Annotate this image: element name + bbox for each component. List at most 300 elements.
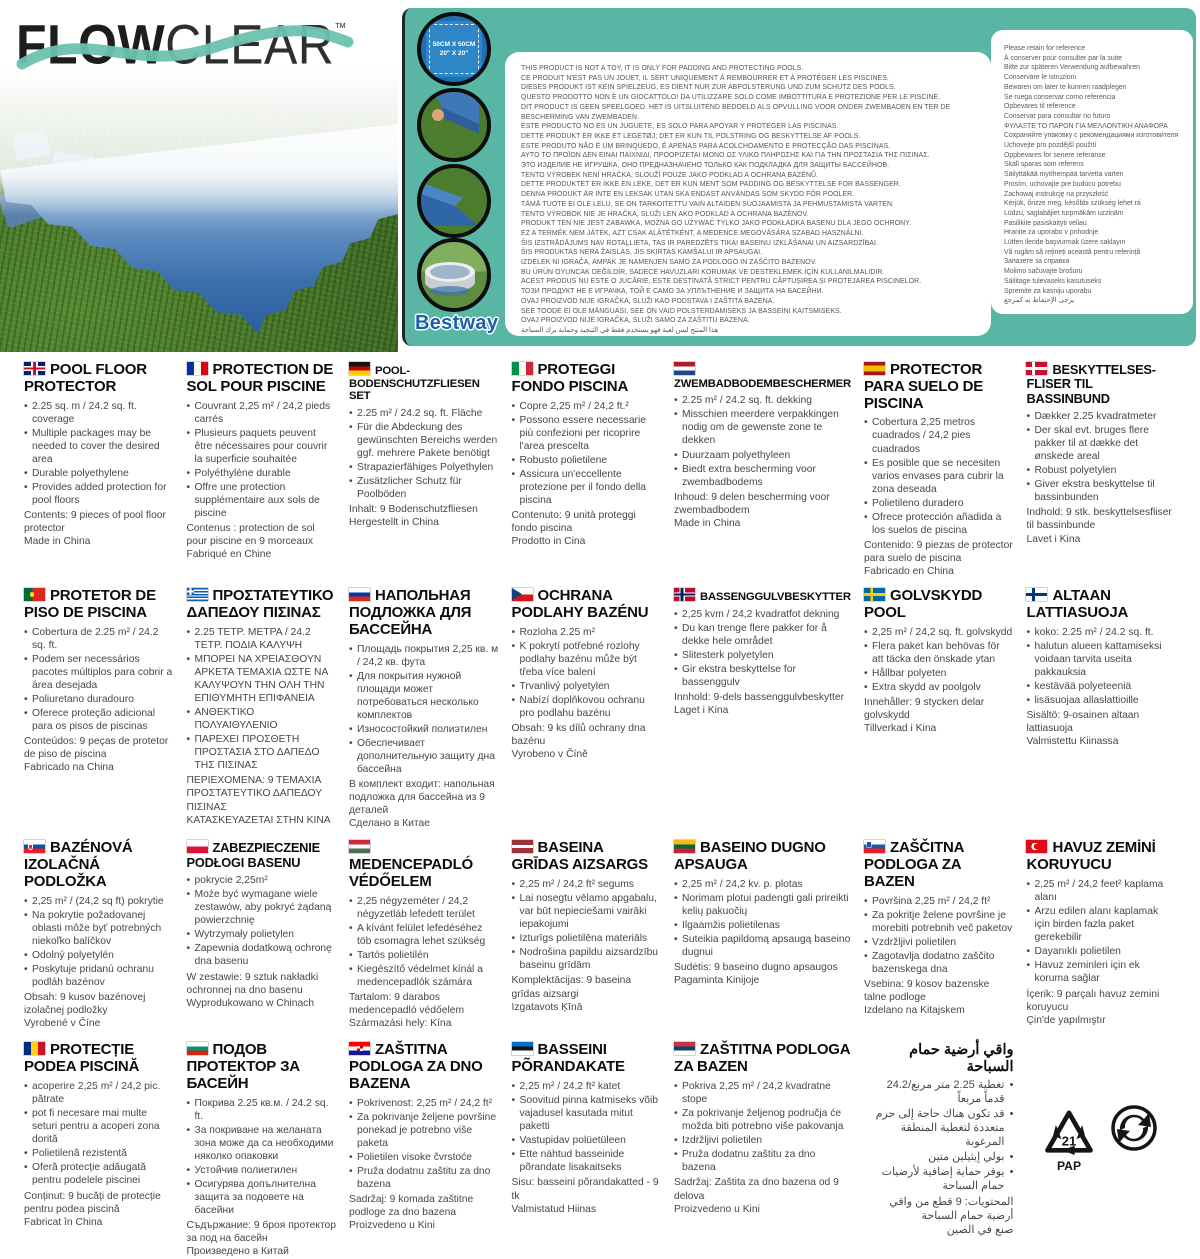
feature-list [674,394,851,488]
product-title [512,840,662,874]
contents-line: Contents: 9 pieces of pool floor protector [24,510,166,535]
retain-line: Bewaren om later te kunnen raadplegen [1004,83,1127,91]
recycling-code-icon [1040,1104,1098,1176]
feature-bullet: • Lai nosegtu vēlamo apgabalu, var būt nepieciešami vairāki iepakojumi [512,892,662,931]
feature-bullet: • Durable polyethylene [24,467,174,480]
contents-line: المحتويات: 9 قطع من واقي أرضية حمام السباحة [889,1195,1014,1222]
retain-line: Prosím, uchovajte pre budúcu potrebu [1004,180,1121,188]
flag-cz-icon [512,588,533,601]
product-title-text: HAVUZ ZEMİNİ KORUYUCU [1026,839,1156,874]
flag-nl-icon [674,362,695,375]
feature-bullet: • Ofrece protección añadida a los suelos de piscina [864,511,1014,537]
contents-line: Sisu: basseini põrandakatted - 9 tk [511,1177,659,1202]
language-block [187,840,337,1032]
warning-line: THIS PRODUCT IS NOT A TOY, IT IS ONLY FOR PADDING AND PROTECTING POOLS. [521,65,804,72]
feature-bullet: • Multiple packages may be needed to cover the desired area [24,427,174,466]
origin-line: Származási hely: Kína [349,1018,452,1030]
flag-gb-icon [24,362,45,375]
feature-bullet: • Kiegészítő védelmet kínál a medencepadlók számára [349,963,499,989]
contents-line: Tartalom: 9 darabos medencepadló védőelem [349,992,465,1017]
retain-line: Molimo sačuvajte brošuru [1004,268,1083,276]
warning-line: DENNA PRODUKT ÄR INTE EN LEKSAK UTAN SKA ENDAST ANVÄNDAS SOM SKYDD FÖR POOLER. [521,191,855,199]
bestway-logo: Bestway [415,312,499,334]
feature-bullet: • Площадь покрытия 2,25 кв. м / 24,2 кв. фута [349,643,499,669]
product-title-text: ΠΡΟΣΤΑΤΕΥΤΙΚΟ ΔΑΠΕΔΟΥ ΠΙΣΙΝΑΣ [186,587,334,621]
feature-bullet: • Polietilen visoke čvrstoće [349,1151,499,1164]
product-title-text: OCHRANA PODLAHY BAZÉNU [511,587,649,621]
feature-bullet: • Rozloha 2.25 m² [512,626,662,639]
language-block [512,588,662,830]
origin-line: Fabricado na China [24,762,114,774]
origin-line: صنع في الصين [946,1223,1014,1236]
warning-line: OVAJ PROIZVOD NIJE IGRAČKA, SLUŽI SAMO ZA ZAŠTITU BAZENA. [521,317,750,325]
contents-line: Indhold: 9 stk. beskyttelsesfliser til bassinbunde [1026,507,1172,532]
retain-lines [1004,44,1185,306]
retain-line: Se ruega conservar como referencia [1004,93,1116,101]
language-block [864,840,1014,1032]
feature-bullet: • Biedt extra bescherming voor zwembadbodems [674,463,851,489]
language-block [864,362,1014,578]
language-block [24,1042,174,1258]
flag-si-icon [864,840,885,853]
feature-list [24,626,174,734]
feature-list [864,1079,1014,1194]
feature-bullet: • Du kan trenge flere pakker for å dekke hele området [674,622,851,648]
retain-line: Säilitage tulevaseks kasutuseks [1004,277,1102,285]
language-block [24,840,174,1032]
contents-line: Conteúdos: 9 peças de protetor de piso de piscina [24,736,169,761]
product-title [1026,840,1176,874]
origin-line: Pagaminta Kinijoje [674,975,760,987]
feature-bullet: • Może być wymagane wiele zestawów, aby pokryć żądaną powierzchnię [187,888,337,927]
contents-line: Inhoud: 9 delen bescherming voor zwembadbodem [674,491,830,516]
product-title-text: BESKYTTELSES-FLISER TIL BASSINBUND [1026,362,1156,406]
origin-line: Valmistatud Hiinas [511,1203,597,1215]
flag-rs-icon [674,1042,695,1055]
feature-bullet: • ΜΠΟΡΕΙ ΝΑ ΧΡΕΙΑΣΘΟΥΝ ΑΡΚΕΤΑ ΤΕΜΑΧΙΑ ΩΣΤΕ ΝΑ ΚΑΛΥΨΟΥΝ ΤΗΝ ΟΛΗ ΤΗΝ ΕΠΙΘΥΜΗΤΗ ΕΠΙΦΑΝΕΙΑ [187,653,337,705]
retain-line: Запазете за справка [1004,258,1070,266]
contents-line: Inhalt: 9 Bodenschutzfliesen [349,504,478,516]
origin-line: Hergestellt in China [349,517,439,529]
feature-bullet: • Misschien meerdere verpakkingen nodig om de gewenste zone te dekken [674,408,851,447]
feature-list [349,407,499,501]
feature-list [674,1080,851,1174]
language-block [349,1042,499,1258]
feature-bullet: • Polietileno duradero [864,497,1014,510]
feature-bullet: • ΠΑΡΕΧΕΙ ΠΡΟΣΘΕΤΗ ΠΡΟΣΤΑΣΙΑ ΣΤΟ ΔΑΠΕΔΟ ΤΗΣ ΠΙΣΙΝΑΣ [187,733,337,772]
feature-bullet: • Odolný polyetylén [24,949,174,962]
language-block [1026,588,1176,830]
flag-fr-icon [187,362,208,375]
product-title-text: PROTETOR DE PISO DE PISCINA [24,587,156,621]
recycling-marks [1026,1042,1176,1258]
origin-line: Произведено в Китай [186,1246,289,1258]
feature-bullet: • 2,25 négyzeméter / 24,2 négyzetláb lefedett terület [349,895,499,921]
origin-line: Vyrobené v Číne [24,1018,101,1030]
feature-bullet: • Arzu edilen alanı kaplamak için birden fazla paket gerekebilir [1026,905,1176,944]
photo-pool [417,238,491,312]
feature-list [187,626,337,773]
feature-list [674,608,851,689]
feature-bullet: • Robust polyetylen [1026,464,1176,477]
feature-bullet: • Pokriva 2,25 m² / 24,2 kvadratne stope [674,1080,851,1106]
feature-bullet: • Norimam plotui padengti gali prireikti kelių pakuočių [674,892,851,918]
feature-bullet: • بولي إيثيلين متين [864,1151,1014,1165]
warning-line: CE PRODUIT N'EST PAS UN JOUET, IL SERT UNIQUEMENT À REMBOURRER ET À PROTÉGER LES PISCINES. [521,74,889,82]
warning-line: DETTE PRODUKT ER IKKE ET LEGETØJ; DET ER KUN TIL POLSTRING OG BESKYTTELSE AF POOLS. [521,132,861,140]
retain-line: ΦΥΛΑΞΤΕ ΤΟ ΠΑΡΟΝ ΓΙΑ ΜΕΛΛΟΝΤΙΚΗ ΑΝΑΦΟΡΑ [1004,122,1168,130]
flag-bg-icon [187,1042,208,1055]
warning-line: ESTE PRODUTO NÃO É UM BRINQUEDO, É APENAS PARA ACOLCHOAMENTO E PROTECÇÃO DAS PISCINAS. [521,142,891,150]
feature-bullet: • Flera paket kan behövas för att täcka den önskade ytan [864,640,1014,666]
product-title [512,362,662,396]
origin-line: Fabriqué en Chine [186,549,272,561]
language-grid [24,362,1176,1259]
origin-line: Tillverkad i Kina [863,723,937,735]
feature-bullet: • Copre 2,25 m² / 24,2 ft.² [512,400,662,413]
product-title-text: POOL FLOOR PROTECTOR [24,361,147,395]
feature-bullet: • koko: 2.25 m² / 24.2 sq. ft. [1026,626,1176,639]
flag-dk-icon [1026,362,1047,375]
warning-line: PRODUKT TEN NIE JEST ZABAWKA, MOŻNA GO UŻYWAĆ TYLKO JAKO PODKŁADKA BASENU DLA JEGO OCHRONY. [521,220,912,228]
feature-bullet: • 2.25 m² / 24.2 sq. ft. Fläche [349,407,499,420]
contents-line: Vsebina: 9 kosov bazenske talne podloge [863,979,990,1004]
origin-line: ΚΑΤΑΣΚΕΥΑΖΕΤΑΙ ΣΤΗΝ ΚΙΝΑ [186,814,331,826]
flag-it-icon [512,362,533,375]
product-title-text: واقي أرضية حمام السباحة [909,1042,1014,1075]
feature-bullet: • Polietilenă rezistentă [24,1147,174,1160]
product-title-text: PROTEGGI FONDO PISCINA [511,361,629,395]
contents-line: Съдържание: 9 броя протектор за под на басейн [186,1220,336,1245]
product-title [349,1042,499,1092]
origin-line: Fabricat în China [24,1216,103,1228]
product-title [864,840,1014,890]
retain-line: Pasilikite pasiskaityti vėliau [1004,219,1087,227]
contents-line: ΠΕΡΙΕΧΟΜΕΝΑ: 9 ΤΕΜΑΧΙΑ ΠΡΟΣΤΑΤΕΥΤΙΚΟ ΔΑΠΕΔΟΥ ΠΙΣΙΝΑΣ [186,775,322,813]
language-block [187,362,337,578]
feature-bullet: • Der skal evt. bruges flere pakker til at dække det ønskede areal [1026,424,1176,463]
origin-line: Proizvedeno u Kini [674,1203,760,1215]
feature-bullet: • Ette nähtud basseinide põrandate lisakaitseks [512,1148,662,1174]
product-title-text: BASEINO DUGNO APSAUGA [674,839,826,874]
retain-line: Skall sparas som referens [1004,161,1084,169]
origin-line: Izgatavots Ķīnā [511,1001,583,1013]
feature-list [187,874,337,968]
feature-bullet: • 2,25 kvm / 24,2 kvadratfot dekning [674,608,851,621]
feature-list [1026,878,1176,986]
retain-line: Opbevares til reference [1004,103,1076,111]
warning-line: QUESTO PRODOTTO NON È UN GIOCATTOLO! DA UTILIZZARE SOLO COME IMBOTTITURA E PROTEZIONE PER LE PISCINE. [521,94,941,102]
feature-bullet: • Wytrzymały polietylen [187,928,337,941]
product-title-text: ZWEMBADBODEMBESCHERMER [674,377,851,390]
feature-list [864,626,1014,694]
product-title [864,588,1014,622]
warning-line: ТОЗИ ПРОДУКТ НЕ Е ИГРАЧКА, ТОЙ Е САМО ЗА УПЛЪТНЕНИЕ И ЗАЩИТА НА БАСЕЙНИ. [521,288,824,296]
origin-line: Vyrobeno v Číně [511,749,588,761]
feature-list [1026,626,1176,707]
retain-line: Zachowaj instrukcję na przyszłość [1004,190,1109,198]
feature-bullet: • Za pokritje želene površine je morebiti potrebnih več paketov [864,909,1014,935]
package-header [0,0,1200,356]
language-block [1026,362,1176,578]
feature-bullet: • Poskytuje pridanú ochranu podláh bazénov [24,963,174,989]
product-title [24,1042,174,1076]
product-title-text: MEDENCEPADLÓ VÉDŐELEM [349,856,473,890]
feature-bullet: • Couvrant 2,25 m² / 24,2 pieds carrés [187,400,337,426]
feature-bullet: • Polyéthylène durable [187,467,337,480]
retain-line: Lūdzu, saglabājiet turpmākām uzziņām [1004,209,1124,217]
origin-line: Laget i Kina [674,705,729,717]
tile-size-imperial: 20" X 20" [439,50,469,57]
product-title-text: ZABEZPIECZENIE PODŁOGI BASENU [186,840,320,870]
product-title [864,1042,1014,1074]
product-title-text: BASSEINI PÕRANDAKATE [511,1041,625,1076]
photo-laying-mat [417,88,491,162]
warning-line: هذا المنتج ليس لعبة فهو يستخدم فقط في التنجيد وحماية برك السباحة [521,326,719,334]
feature-list [512,878,662,972]
green-dot-icon [1110,1104,1158,1152]
flowclear-logo [16,12,396,76]
product-title [1026,362,1176,406]
product-title [24,840,174,890]
feature-bullet: • За покриване на желаната зона може да са необходими няколко опаковки [187,1124,337,1163]
feature-bullet: • 2,25 m² / 24,2 ft² segums [512,878,662,891]
feature-list [512,400,662,508]
feature-list [512,626,662,720]
warning-lines [521,64,981,336]
contents-line: Sisältö: 9-osainen altaan lattiasuoja [1026,710,1140,735]
feature-bullet: • ΑΝΘΕΚΤΙΚΟ ΠΟΛΥΑΙΘΥΛΕΝΙΟ [187,706,337,732]
feature-bullet: • 2,25 m² / (24,2 sq ft) pokrytie [24,895,174,908]
feature-bullet: • Na pokrytie požadovanej oblasti môže byť potrebných niekoľko balíčkov [24,909,174,948]
language-block [512,362,662,578]
feature-bullet: • Vzdržljivi polietilen [864,936,1014,949]
feature-bullet: • Havuz zeminleri için ek koruma sağlar [1026,959,1176,985]
flag-lv-icon [512,840,533,853]
contents-line: Contenuto: 9 unità proteggi fondo piscina [511,510,636,535]
feature-bullet: • Gir ekstra beskyttelse for bassenggulv [674,663,851,689]
contents-line: Obsah: 9 kusov bazénovej izolačnej podložky [24,992,146,1017]
feature-list [24,895,174,989]
feature-bullet: • Vastupidav polüetüleen [512,1134,662,1147]
flag-ee-icon [512,1042,533,1055]
feature-bullet: • Extra skydd av poolgolv [864,681,1014,694]
feature-bullet: • Cobertura 2,25 metros cuadrados / 24,2 pies cuadrados [864,416,1014,455]
contents-line: W zestawie: 9 sztuk nakładki ochronnej na dno basenu [186,971,319,996]
feature-bullet: • 2.25 m² / 24.2 sq. ft. dekking [674,394,851,407]
product-title [187,840,337,870]
warning-line: EZ A TERMÉK NEM JÁTÉK, AZT CSAK ALÁTÉTKÉNT, A MEDENCE MEGÓVÁSÁRA SZABAD HASZNÁLNI. [521,229,864,237]
feature-bullet: • acoperire 2,25 m² / 24,2 pic. pătrate [24,1080,174,1106]
language-block [674,362,851,578]
product-title [24,588,174,622]
flag-hu-icon [349,840,370,853]
photo-mat-corner [417,164,491,238]
feature-bullet: • Za pokrivanje željenog područja će možda biti potrebno više pakovanja [674,1107,851,1133]
feature-list [512,1080,662,1174]
trademark-symbol: ™ [334,19,347,36]
feature-list [349,895,499,989]
feature-bullet: • Für die Abdeckung des gewünschten Bereichs werden ggf. mehrere Pakete benötigt [349,421,499,460]
retain-line: Conservar para consultar no futuro [1004,112,1111,120]
contents-line: Contenido: 9 piezas de protector para suelo de piscina [863,539,1013,565]
feature-bullet: • lisäsuojaa allaslattioille [1026,694,1176,707]
feature-bullet: • 2,25 m² / 24,2 ft² katet [512,1080,662,1093]
product-title-text: BASEINA GRĪDAS AIZSARGS [511,839,648,874]
warning-line: TENTO VÝROBEK NENÍ HRAČKA, SLOUŽÍ POUZE JAKO PODKLAD A OCHRANA BAZÉNŮ. [521,171,819,179]
origin-line: Proizvedeno u Kini [349,1220,435,1232]
feature-bullet: • 2.25 sq. m / 24.2 sq. ft. coverage [24,400,174,426]
origin-line: Prodotto in Cina [511,536,586,548]
feature-bullet: • Giver ekstra beskyttelse til bassinbunden [1026,478,1176,504]
feature-bullet: • Offre une protection supplémentaire aux sols de piscine [187,481,337,520]
retain-line: Hranite za uporabo v prihodnje [1004,229,1099,237]
origin-line: Made in China [674,517,741,529]
language-block [674,1042,851,1258]
feature-bullet: • Poliuretano duradouro [24,693,174,706]
feature-bullet: • Покрива 2.25 кв.м. / 24.2 sq. ft. [187,1097,337,1123]
warning-line: DIT PRODUCT IS GEEN SPEELGOED. HET IS UITSLUITEND BEDOELD ALS OPVULLING VOOR ONDER ZWEMBADEN EN TER DE BESCHERMING VAN ZWEMBADEN. [521,103,951,121]
contents-line: Sudėtis: 9 baseino dugno apsaugos [674,962,838,974]
retain-line: Bitte zur späteren Verwendung aufbewahren [1004,64,1140,72]
feature-bullet: • Izturīgs polietilēna materiāls [512,932,662,945]
contents-line: Komplektācijas: 9 baseina grīdas aizsargi [511,975,632,1000]
feature-bullet: • Plusieurs paquets peuvent être nécessaires pour couvrir la superficie souhaitée [187,427,337,466]
feature-bullet: • Za pokrivanje željene površine ponekad je potrebno više paketa [349,1111,499,1150]
retain-line: يرجى الإحتفاظ به كمرجع [1004,297,1075,305]
feature-bullet: • Ilgaamžis polietilenas [674,919,851,932]
feature-bullet: • 2,25 m² / 24,2 feet² kaplama alanı [1026,878,1176,904]
warning-line: TÄMÄ TUOTE EI OLE LELU, SE ON TARKOITETTU VAIN ALTAIDEN SUOJAAMISTA JA PEHMUSTAMISTA VARTEN. [521,200,895,208]
origin-line: Lavet i Kina [1026,533,1081,545]
retain-line: Oppbevares for senere referanse [1004,151,1106,159]
feature-bullet: • Pokrivenost: 2,25 m² / 24,2 ft² [349,1097,499,1110]
product-title [24,362,174,396]
flag-de-icon [349,362,370,375]
feature-list [349,643,499,777]
contents-line: Obsah: 9 ks dílů ochrany dna bazénu [511,723,646,748]
warning-line: ŠIS IZSTRĀDĀJUMS NAV ROTAĻLIETA, TAS IR PAREDZĒTS TIKAI BASEINU IZKLĀŠANAI UN AIZSARDZĪBAI. [521,239,879,247]
language-block [24,588,174,830]
product-title-text: BAZÉNOVÁ IZOLAČNÁ PODLOŽKA [24,839,133,890]
origin-line: Çin'de yapılmıştır [1026,1014,1106,1026]
feature-bullet: • 2,25 m² / 24,2 kv. p. plotas [674,878,851,891]
product-title-text: BASSENGGULVBESKYTTER [700,591,851,604]
feature-bullet: • Trvanlivý polyetylen [512,680,662,693]
feature-bullet: • Pruža dodatnu zaštitu za dno bazena [349,1165,499,1191]
contents-line: İçerik: 9 parçalı havuz zemini koruyucu [1026,988,1160,1013]
retain-line: Conservare le istruzioni [1004,74,1076,82]
feature-bullet: • Soovitud pinna katmiseks võib vajadusel kasutada mitut paketti [512,1094,662,1133]
feature-bullet: • Dayanıklı polietilen [1026,945,1176,958]
recycling-code: 21 [1062,1134,1077,1150]
feature-bullet: • halutun alueen kattamiseksi voidaan tarvita useita pakkauksia [1026,640,1176,679]
flag-es-icon [864,362,885,375]
warning-line: SEE TOODE EI OLE MÄNGUASI, SEE ON VAID POLSTERDAMISEKS JA BASSEINI KAITSMISEKS. [521,307,842,315]
warning-line: TENTO VÝROBOK NIE JE HRAČKA, SLÚŽI LEN AKO PODKLAD A OCHRANA BAZÉNOV. [521,210,809,218]
contents-line: Contenus : protection de sol pour piscine en 9 morceaux [186,523,315,548]
feature-bullet: • Hållbar polyeten [864,667,1014,680]
warning-line: BU ÜRÜN OYUNCAK DEĞİLDİR, SADECE HAVUZLARI KORUMAK VE DESTEKLEMEK İÇİN KULLANILMALIDIR. [521,268,885,276]
product-title-text: ALTAAN LATTIASUOJA [1026,587,1129,621]
feature-bullet: • قد تكون هناك حاجة إلى حزم متعددة لتغطية المنطقة المرغوبة [864,1108,1014,1150]
feature-bullet: • Для покрытия нужной площади может потребоваться несколько комплектов [349,670,499,722]
product-title [187,1042,337,1092]
product-title [349,362,499,403]
feature-bullet: • Assicura un'eccellente protezione per il fondo della piscina [512,468,662,507]
feature-bullet: • kestävää polyeteeniä [1026,680,1176,693]
flag-lt-icon [674,840,695,853]
feature-bullet: • Pruža dodatnu zaštitu za dno bazena [674,1148,851,1174]
retain-line: Spremite za kasniju uporabu [1004,287,1092,295]
contents-line: В комплект входит: напольная подложка для бассейна из 9 деталей [349,779,495,817]
product-title [349,840,499,890]
feature-bullet: • تغطية 2.25 متر مربع/24.2 قدماً مربعاً [864,1079,1014,1107]
flag-pl-icon [187,840,208,853]
origin-line: Made in China [24,536,91,548]
feature-bullet: • Cobertura de 2.25 m² / 24.2 sq. ft. [24,626,174,652]
warning-line: ESTE PRODUCTO NO ES UN JUGUETE, ES SOLO PARA APOYAR Y PROTEGER LAS PISCINAS. [521,123,839,131]
feature-bullet: • Износостойкий полиэтилен [349,723,499,736]
feature-list [187,400,337,521]
product-title [674,1042,851,1076]
feature-list [864,416,1014,537]
feature-list [24,1080,174,1188]
feature-bullet: • pokrycie 2,25m² [187,874,337,887]
warnings-box [505,52,991,336]
retain-box [991,30,1193,314]
language-block [349,588,499,830]
feature-bullet: • K pokrytí potřebné rozlohy podlahy bazénu může být třeba více balení [512,640,662,679]
warning-line: OVAJ PROIZVOD NIJE IGRAČKA, SLUŽI KAO PODSTAVA I ZAŠTITA BAZENA. [521,297,775,305]
retain-line: Uchovejte pro pozdější použití [1004,142,1097,150]
feature-bullet: • 2.25 ΤΕΤΡ. ΜΕΤΡΑ / 24.2 ΤΕΤΡ. ΠΟΔΙΑ ΚΑΛΥΨΗ [187,626,337,652]
retain-line: Säilyttäkää myöhempää tarvetta varten [1004,171,1124,179]
language-block [349,840,499,1032]
product-title-text: PROTECTOR PARA SUELO DE PISCINA [863,361,984,412]
language-block [1026,840,1176,1032]
retain-line: Vă rugăm să rețineți această pentru referință [1004,248,1141,256]
feature-bullet: • Possono essere necessarie più confezioni per ricoprire l'area prescelta [512,414,662,453]
warning-line: IZDELEK NI IGRAČA, AMPAK JE NAMENJEN SAMO ZA PODLOGO IN ZAŠČITO BAZENOV. [521,259,817,267]
product-title [349,588,499,638]
feature-bullet: • Slitesterk polyetylen [674,649,851,662]
product-title-text: PROTECTION DE SOL POUR PISCINE [186,361,334,395]
feature-bullet: • Nabízí doplňkovou ochranu pro podlahu bazénu [512,694,662,720]
feature-bullet: • Strapazierfähiges Polyethylen [349,461,499,474]
language-block [674,840,851,1032]
feature-bullet: • Izdržljivi polietilen [674,1134,851,1147]
flag-ro-icon [24,1042,45,1055]
product-title [864,362,1014,412]
origin-line: Valmistettu Kiinassa [1026,736,1119,748]
product-title-text: НАПОЛЬНАЯ ПОДЛОЖКА ДЛЯ БАССЕЙНА [349,587,472,638]
flag-se-icon [864,588,885,601]
flag-no-icon [674,588,695,601]
feature-bullet: • Duurzaam polyethyleen [674,449,851,462]
flag-fi-icon [1026,588,1047,601]
logo-clear: CLEAR [165,13,335,76]
feature-bullet: • Осигурява допълнителна защита за подовете на басейни [187,1178,337,1217]
feature-bullet: • Es posible que se necesiten varios envases para cubrir la zona deseada [864,457,1014,496]
feature-bullet: • Обеспечивает дополнительную защиту дна бассейна [349,737,499,776]
product-title [674,588,851,604]
feature-list [674,878,851,959]
product-title [674,362,851,390]
product-title-text: ZAŠTITNA PODLOGA ZA BAZEN [674,1041,850,1076]
language-block [864,1042,1014,1258]
language-block [512,1042,662,1258]
